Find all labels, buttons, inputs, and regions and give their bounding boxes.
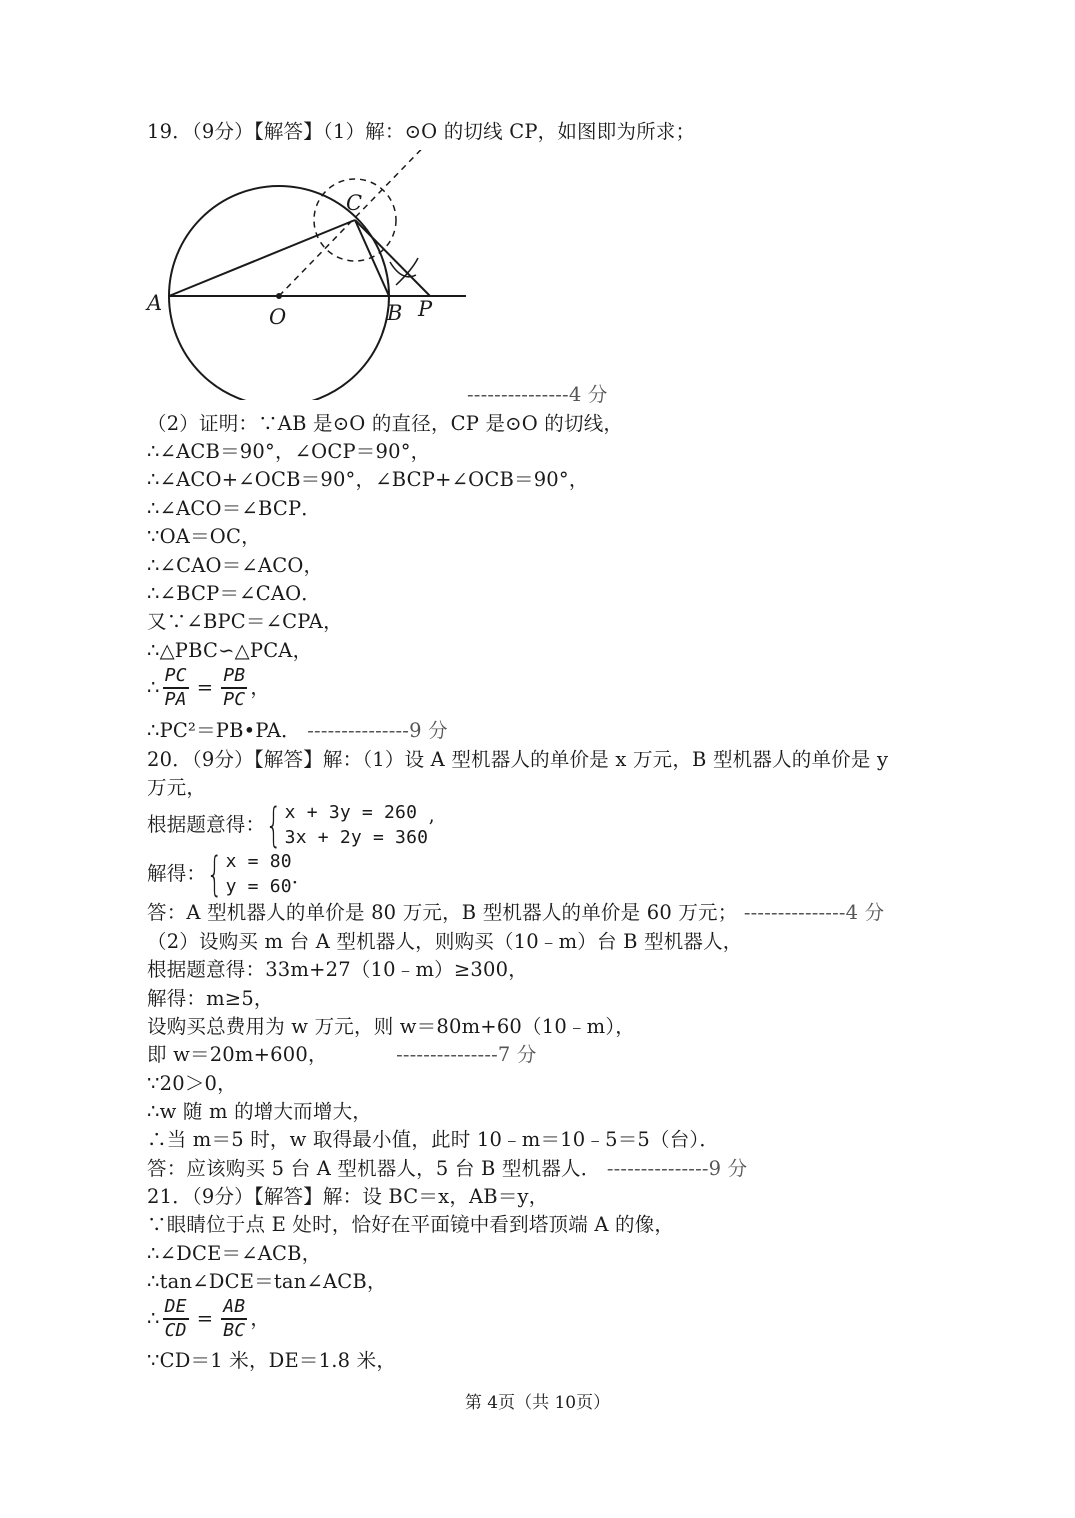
left-brace-icon: { xyxy=(206,847,223,901)
proof-line: 又∵∠BPC＝∠CPA， xyxy=(147,610,343,633)
point-o xyxy=(276,293,282,299)
q21-line: ∴tan∠DCE＝tan∠ACB， xyxy=(147,1270,387,1293)
q20-answer-2 xyxy=(147,1155,747,1183)
q19-final xyxy=(147,717,448,745)
equals-sign: = xyxy=(196,675,214,699)
proof-line: ∴∠CAO＝∠ACO， xyxy=(147,554,324,577)
q19-fraction-line xyxy=(147,665,270,711)
proof-line: ∴∠ACB＝90°，∠OCP＝90°， xyxy=(147,440,431,463)
equation-system xyxy=(265,800,428,850)
chord-ac xyxy=(169,220,355,296)
fraction-denominator: PA xyxy=(164,688,187,710)
system-prefix: 解得： xyxy=(147,862,207,885)
system-suffix: ． xyxy=(291,865,312,888)
q21-line: ∵眼睛位于点 E 处时，恰好在平面镜中看到塔顶端 A 的像， xyxy=(147,1213,675,1236)
q20-header-cont: 万元， xyxy=(147,776,207,799)
proof-line: ∴∠ACO＝∠BCP． xyxy=(147,497,322,520)
answer-text: 答：应该购买 5 台 A 型机器人，5 台 B 型机器人． xyxy=(147,1157,601,1180)
q20-part2b-line: ∵20＞0， xyxy=(147,1072,237,1095)
q20-answer-1 xyxy=(147,899,884,927)
label-p: P xyxy=(418,297,433,321)
q21-line: ∴∠DCE＝∠ACB， xyxy=(147,1242,322,1265)
fraction-denominator: PC xyxy=(223,688,246,710)
q21-last-line: ∵CD＝1 米，DE＝1.8 米， xyxy=(147,1349,397,1372)
chord-cb xyxy=(355,220,389,296)
comma: ， xyxy=(250,1306,271,1330)
fraction-denominator: CD xyxy=(164,1319,187,1341)
q20-header: 20．（9分）【解答】解：（1）设 A 型机器人的单价是 x 万元，B 型机器人的单价是 y xyxy=(147,748,889,771)
equation: x = 80 xyxy=(225,851,292,872)
w-text: 即 w＝20m+600， xyxy=(147,1043,328,1066)
q20-part2b-line: ∴w 随 m 的增大而增大， xyxy=(147,1100,372,1123)
system-prefix: 根据题意得： xyxy=(147,813,266,836)
q20-part2-line: 设购买总费用为 w 万元，则 w＝80m+60（10﹣m）， xyxy=(147,1015,635,1038)
proof-line: ∴∠ACO+∠OCB＝90°，∠BCP+∠OCB＝90°， xyxy=(147,468,589,491)
fraction-ab-bc xyxy=(221,1296,247,1342)
label-a: A xyxy=(147,291,163,315)
proof-line: ∴△PBC∽△PCA， xyxy=(147,639,313,662)
label-b: B xyxy=(387,301,403,325)
q19-score-1: ---------------4 分 xyxy=(467,383,608,406)
label-c: C xyxy=(346,191,363,215)
equation: x + 3y = 260 xyxy=(284,802,418,823)
q19-score-2: ---------------9 分 xyxy=(307,719,448,742)
label-o: O xyxy=(269,305,287,329)
dashed-line-oc xyxy=(279,150,440,296)
q21-line: 21．（9分）【解答】解：设 BC＝x，AB＝y， xyxy=(147,1185,549,1208)
fraction-pb-pc xyxy=(221,665,247,711)
tangent-cp xyxy=(355,220,430,296)
proof-line: ∵OA＝OC， xyxy=(147,525,261,548)
q20-part2-line: 根据题意得：33m+27（10﹣m）≥300， xyxy=(147,958,528,981)
q20-part2-line: 解得：m≥5， xyxy=(147,987,274,1010)
proof-line: （2）证明：∵AB 是⊙O 的直径，CP 是⊙O 的切线， xyxy=(147,412,624,435)
w-score: ---------------7 分 xyxy=(396,1043,537,1066)
equation: y = 60 xyxy=(225,876,292,897)
fraction-denominator: BC xyxy=(223,1319,246,1341)
fraction-numerator: AB xyxy=(223,1296,246,1317)
fraction-pc-pa xyxy=(163,665,189,711)
system-suffix: ’ xyxy=(428,816,435,839)
q19-final-text: ∴PC²＝PB•PA． xyxy=(147,719,301,742)
q20-part2b-line: ∴当 m＝5 时，w 取得最小值，此时 10﹣m＝10﹣5＝5（台）． xyxy=(147,1128,720,1151)
q21-fraction-line xyxy=(147,1296,270,1342)
q20-part2-line: （2）设购买 m 台 A 型机器人，则购买（10﹣m）台 B 型机器人， xyxy=(147,930,743,953)
q20-w-line xyxy=(147,1041,537,1069)
proof-line: ∴∠BCP＝∠CAO． xyxy=(147,582,322,605)
fraction-de-cd xyxy=(163,1296,189,1342)
circle-tangent-figure xyxy=(140,150,480,400)
equation: 3x + 2y = 360 xyxy=(284,827,429,848)
therefore-symbol: ∴ xyxy=(147,675,160,699)
comma: ， xyxy=(250,675,271,699)
answer-score: ---------------9 分 xyxy=(606,1157,748,1180)
fraction-numerator: PB xyxy=(223,665,246,686)
answer-score: ---------------4 分 xyxy=(743,901,885,924)
equals-sign: = xyxy=(196,1306,214,1330)
answer-text: 答：A 型机器人的单价是 80 万元，B 型机器人的单价是 60 万元； xyxy=(147,901,738,924)
equation-system xyxy=(206,849,292,899)
left-brace-icon: { xyxy=(265,798,283,852)
q19-header: 19．（9分）【解答】（1）解：⊙O 的切线 CP，如图即为所求； xyxy=(147,120,696,143)
fraction-numerator: DE xyxy=(164,1296,187,1317)
q20-system-2 xyxy=(147,849,312,899)
fraction-numerator: PC xyxy=(164,665,187,686)
page-footer: 第 4页（共 10页） xyxy=(464,1393,611,1413)
therefore-symbol: ∴ xyxy=(147,1306,160,1330)
q20-system-1 xyxy=(147,800,435,850)
